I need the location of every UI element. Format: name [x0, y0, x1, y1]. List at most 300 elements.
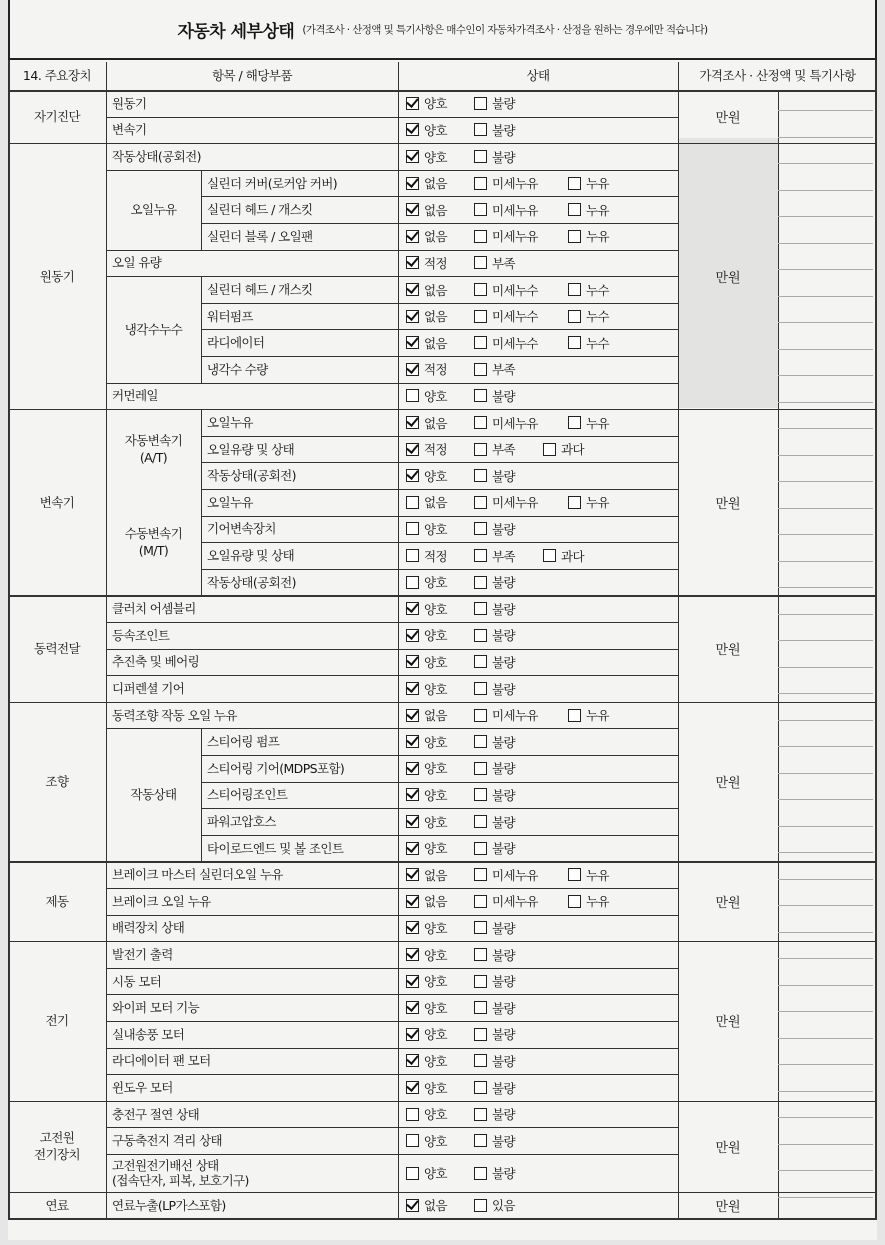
- status-option-label: 없음: [424, 867, 447, 883]
- status-option-label: 미세누유: [492, 495, 538, 511]
- status-option[interactable]: [474, 386, 515, 406]
- empty-checkbox[interactable]: [568, 709, 581, 722]
- empty-checkbox[interactable]: [474, 363, 487, 376]
- empty-checkbox[interactable]: [474, 416, 487, 429]
- empty-checkbox[interactable]: [406, 496, 419, 509]
- status-option-label: 양호: [424, 601, 447, 617]
- status-option[interactable]: [568, 891, 609, 911]
- checked-checkbox[interactable]: [406, 655, 419, 668]
- status-option[interactable]: [474, 572, 515, 592]
- row-label: 실린더 헤드 / 개스킷: [207, 202, 313, 218]
- empty-checkbox[interactable]: [568, 203, 581, 216]
- status-option-label: 불량: [492, 96, 515, 112]
- checked-checkbox[interactable]: [406, 469, 419, 482]
- notes-ruled-line: [778, 746, 873, 747]
- status-option[interactable]: [406, 705, 447, 725]
- empty-checkbox[interactable]: [474, 788, 487, 801]
- row-label: 오일 유량: [112, 255, 162, 271]
- price-unit: 만원: [715, 643, 741, 659]
- status-option-label: 불량: [492, 1166, 515, 1181]
- row-label: 실린더 블록 / 오일팬: [207, 228, 313, 244]
- empty-checkbox[interactable]: [543, 443, 556, 456]
- status-option[interactable]: [474, 1163, 515, 1183]
- empty-checkbox[interactable]: [474, 1081, 487, 1094]
- status-option[interactable]: [474, 1024, 515, 1044]
- status-option[interactable]: [543, 439, 584, 459]
- empty-checkbox[interactable]: [474, 230, 487, 243]
- checked-checkbox[interactable]: [406, 150, 419, 163]
- status-option[interactable]: [406, 785, 447, 805]
- checked-checkbox[interactable]: [406, 788, 419, 801]
- status-option[interactable]: [406, 359, 447, 379]
- status-option[interactable]: [474, 306, 538, 326]
- status-option[interactable]: [474, 1051, 515, 1071]
- status-option[interactable]: [474, 413, 538, 433]
- status-option[interactable]: [406, 280, 447, 300]
- status-option[interactable]: [474, 945, 515, 965]
- status-option-label: 부족: [492, 442, 515, 458]
- status-option[interactable]: [406, 865, 447, 885]
- status-option[interactable]: [406, 998, 447, 1018]
- status-option[interactable]: [406, 812, 447, 832]
- status-option[interactable]: [406, 253, 447, 273]
- empty-checkbox[interactable]: [474, 762, 487, 775]
- status-option[interactable]: [406, 1131, 447, 1151]
- checked-checkbox[interactable]: [406, 283, 419, 296]
- status-option-label: 양호: [424, 787, 447, 803]
- status-option[interactable]: [474, 1078, 515, 1098]
- empty-checkbox[interactable]: [474, 522, 487, 535]
- checked-checkbox[interactable]: [406, 97, 419, 110]
- checked-checkbox[interactable]: [406, 868, 419, 881]
- status-option[interactable]: [474, 971, 515, 991]
- row-label: 파워고압호스: [207, 813, 276, 829]
- checked-checkbox[interactable]: [406, 363, 419, 376]
- status-option[interactable]: [406, 891, 447, 911]
- status-option[interactable]: [474, 200, 538, 220]
- row-label: 원동기: [112, 95, 147, 111]
- checked-checkbox[interactable]: [406, 336, 419, 349]
- notes-ruled-line: [778, 693, 873, 694]
- status-option-label: 미세누유: [492, 894, 538, 910]
- notes-ruled-line: [778, 1064, 873, 1065]
- checked-checkbox[interactable]: [406, 762, 419, 775]
- status-option-label: 없음: [424, 282, 447, 298]
- status-option[interactable]: [474, 732, 515, 752]
- status-option[interactable]: [474, 120, 515, 140]
- row-label: 등속조인트: [112, 627, 170, 643]
- status-option[interactable]: [406, 1163, 447, 1183]
- status-option[interactable]: [568, 413, 609, 433]
- status-option[interactable]: [474, 359, 515, 379]
- empty-checkbox[interactable]: [474, 921, 487, 934]
- status-option[interactable]: [474, 838, 515, 858]
- status-option[interactable]: [568, 173, 609, 193]
- row-label: 동력조향 작동 오일 누유: [112, 707, 237, 723]
- status-option-label: 불량: [492, 654, 515, 670]
- status-option-label: 양호: [424, 947, 447, 963]
- status-option[interactable]: [474, 758, 515, 778]
- status-option[interactable]: [406, 1195, 447, 1215]
- empty-checkbox[interactable]: [474, 283, 487, 296]
- price-unit: 만원: [715, 111, 741, 127]
- status-option[interactable]: [474, 333, 538, 353]
- notes-ruled-line: [778, 667, 873, 668]
- status-option-label: 양호: [424, 122, 447, 138]
- status-option[interactable]: [543, 546, 584, 566]
- status-option-label: 누유: [586, 894, 609, 910]
- status-option-label: 부족: [492, 548, 515, 564]
- status-option-label: 미세누유: [492, 867, 538, 883]
- checked-checkbox[interactable]: [406, 948, 419, 961]
- empty-checkbox[interactable]: [406, 1134, 419, 1147]
- row-label: 발전기 출력: [112, 946, 173, 962]
- empty-checkbox[interactable]: [474, 496, 487, 509]
- checked-checkbox[interactable]: [406, 177, 419, 190]
- notes-ruled-line: [778, 402, 873, 403]
- status-option[interactable]: [474, 1131, 515, 1151]
- status-option[interactable]: [474, 705, 538, 725]
- status-option[interactable]: [474, 652, 515, 672]
- empty-checkbox[interactable]: [474, 123, 487, 136]
- notes-ruled-line: [778, 322, 873, 323]
- status-option[interactable]: [406, 599, 447, 619]
- row-label: 추진축 및 베어링: [112, 654, 200, 670]
- category-label: 연료: [45, 1197, 69, 1213]
- notes-ruled-line: [778, 243, 873, 244]
- checked-checkbox[interactable]: [406, 895, 419, 908]
- status-option-label: 불량: [492, 575, 515, 591]
- status-option-label: 누수: [586, 309, 609, 325]
- row-label: 스티어링 펌프: [207, 734, 280, 750]
- row-label: 오일누유: [207, 494, 253, 510]
- row-label: 구동축전지 격리 상태: [112, 1133, 223, 1149]
- notes-ruled-line: [778, 587, 873, 588]
- status-option[interactable]: [406, 466, 447, 486]
- status-option[interactable]: [406, 519, 447, 539]
- checked-checkbox[interactable]: [406, 921, 419, 934]
- status-option-label: 누유: [586, 229, 609, 245]
- status-option[interactable]: [474, 173, 538, 193]
- status-option-label: 미세누유: [492, 708, 538, 724]
- status-option[interactable]: [474, 918, 515, 938]
- status-option[interactable]: [406, 758, 447, 778]
- status-option[interactable]: [568, 492, 609, 512]
- status-option[interactable]: [474, 1195, 515, 1215]
- row-label: 작동상태(공회전): [112, 148, 201, 164]
- checked-checkbox[interactable]: [406, 602, 419, 615]
- notes-ruled-line: [778, 110, 873, 111]
- status-option[interactable]: [406, 1078, 447, 1098]
- status-option[interactable]: [568, 306, 609, 326]
- checked-checkbox[interactable]: [406, 203, 419, 216]
- notes-ruled-line: [778, 1170, 873, 1171]
- empty-checkbox[interactable]: [474, 150, 487, 163]
- status-option-label: 양호: [424, 388, 447, 404]
- status-option[interactable]: [474, 1104, 515, 1124]
- status-option[interactable]: [406, 147, 447, 167]
- empty-checkbox[interactable]: [474, 1028, 487, 1041]
- checked-checkbox[interactable]: [406, 709, 419, 722]
- status-option[interactable]: [474, 93, 515, 113]
- notes-ruled-line: [778, 905, 873, 906]
- empty-checkbox[interactable]: [474, 549, 487, 562]
- category-label: 동력전달: [34, 641, 80, 657]
- status-option[interactable]: [406, 652, 447, 672]
- empty-checkbox[interactable]: [474, 735, 487, 748]
- checked-checkbox[interactable]: [406, 1081, 419, 1094]
- row-label: 변속기: [112, 122, 147, 138]
- checked-checkbox[interactable]: [406, 1001, 419, 1014]
- empty-checkbox[interactable]: [474, 1054, 487, 1067]
- header-section: 14. 주요장치: [22, 68, 92, 83]
- empty-checkbox[interactable]: [474, 1108, 487, 1121]
- empty-checkbox[interactable]: [406, 1167, 419, 1180]
- status-option[interactable]: [406, 306, 447, 326]
- status-option[interactable]: [406, 93, 447, 113]
- checked-checkbox[interactable]: [406, 842, 419, 855]
- checked-checkbox[interactable]: [406, 123, 419, 136]
- empty-checkbox[interactable]: [568, 416, 581, 429]
- status-option-label: 없음: [424, 1198, 447, 1213]
- notes-ruled-line: [778, 137, 873, 138]
- notes-ruled-line: [778, 958, 873, 959]
- status-option[interactable]: [406, 333, 447, 353]
- status-option[interactable]: [474, 147, 515, 167]
- notes-ruled-line: [778, 1144, 873, 1145]
- notes-ruled-line: [778, 296, 873, 297]
- status-option[interactable]: [474, 492, 538, 512]
- status-option-label: 적정: [424, 442, 447, 458]
- status-option-label: 부족: [492, 255, 515, 271]
- row-label: 작동상태(공회전): [207, 468, 296, 484]
- checked-checkbox[interactable]: [406, 735, 419, 748]
- status-option[interactable]: [474, 625, 515, 645]
- empty-checkbox[interactable]: [474, 629, 487, 642]
- status-option-label: 없음: [424, 894, 447, 910]
- checked-checkbox[interactable]: [406, 815, 419, 828]
- row-label: 충전구 절연 상태: [112, 1106, 200, 1122]
- status-option[interactable]: [568, 865, 609, 885]
- status-option-label: 양호: [424, 1133, 447, 1149]
- empty-checkbox[interactable]: [568, 895, 581, 908]
- empty-checkbox[interactable]: [568, 496, 581, 509]
- notes-ruled-line: [778, 561, 873, 562]
- notes-ruled-line: [778, 614, 873, 615]
- notes-ruled-line: [778, 190, 873, 191]
- empty-checkbox[interactable]: [474, 1001, 487, 1014]
- status-option-label: 불량: [492, 787, 515, 803]
- empty-checkbox[interactable]: [474, 709, 487, 722]
- status-option[interactable]: [406, 971, 447, 991]
- row-label: 라디에이터 팬 모터: [112, 1053, 211, 1069]
- status-option-label: 불량: [492, 920, 515, 936]
- status-option-label: 양호: [424, 96, 447, 112]
- empty-checkbox[interactable]: [406, 549, 419, 562]
- status-option[interactable]: [474, 812, 515, 832]
- status-option[interactable]: [474, 253, 515, 273]
- notes-ruled-line: [778, 481, 873, 482]
- empty-checkbox[interactable]: [406, 1108, 419, 1121]
- empty-checkbox[interactable]: [474, 815, 487, 828]
- empty-checkbox[interactable]: [406, 389, 419, 402]
- checked-checkbox[interactable]: [406, 629, 419, 642]
- status-option-label: 불량: [492, 1133, 515, 1149]
- checked-checkbox[interactable]: [406, 1199, 419, 1212]
- notes-ruled-line: [778, 799, 873, 800]
- notes-ruled-line: [778, 1038, 873, 1039]
- status-option-label: 적정: [424, 255, 447, 271]
- empty-checkbox[interactable]: [474, 177, 487, 190]
- status-option-label: 불량: [492, 628, 515, 644]
- status-option[interactable]: [406, 386, 447, 406]
- checked-checkbox[interactable]: [406, 1028, 419, 1041]
- status-option[interactable]: [474, 519, 515, 539]
- status-option[interactable]: [406, 732, 447, 752]
- checked-checkbox[interactable]: [406, 256, 419, 269]
- title-bar: [8, 0, 877, 60]
- status-option-label: 불량: [492, 974, 515, 990]
- row-label: 실린더 헤드 / 개스킷: [207, 281, 313, 297]
- row-label: 스티어링 기어(MDPS포함): [207, 760, 345, 776]
- status-option-label: 누유: [586, 176, 609, 192]
- empty-checkbox[interactable]: [474, 310, 487, 323]
- row-label: 기어변속장치: [207, 521, 276, 537]
- row-label: 워터펌프: [207, 308, 253, 324]
- empty-checkbox[interactable]: [474, 1199, 487, 1212]
- empty-checkbox[interactable]: [474, 895, 487, 908]
- empty-checkbox[interactable]: [474, 948, 487, 961]
- status-option[interactable]: [568, 226, 609, 246]
- status-option[interactable]: [568, 333, 609, 353]
- status-option[interactable]: [474, 599, 515, 619]
- status-option[interactable]: [568, 200, 609, 220]
- status-option[interactable]: [406, 546, 447, 566]
- status-option[interactable]: [406, 439, 447, 459]
- status-option-label: 양호: [424, 575, 447, 591]
- status-option[interactable]: [406, 679, 447, 699]
- status-option[interactable]: [406, 918, 447, 938]
- status-option[interactable]: [568, 280, 609, 300]
- status-option-label: 적정: [424, 548, 447, 564]
- empty-checkbox[interactable]: [474, 97, 487, 110]
- status-option[interactable]: [406, 492, 447, 512]
- checked-checkbox[interactable]: [406, 230, 419, 243]
- price-unit: 만원: [715, 1140, 741, 1156]
- status-option-label: 불량: [492, 1107, 515, 1123]
- status-option[interactable]: [406, 1024, 447, 1044]
- empty-checkbox[interactable]: [474, 336, 487, 349]
- checked-checkbox[interactable]: [406, 975, 419, 988]
- empty-checkbox[interactable]: [568, 868, 581, 881]
- empty-checkbox[interactable]: [474, 203, 487, 216]
- status-option-label: 없음: [424, 708, 447, 724]
- status-option-label: 없음: [424, 495, 447, 511]
- status-option[interactable]: [406, 1051, 447, 1071]
- empty-checkbox[interactable]: [474, 1167, 487, 1180]
- subgroup-label: 오일누유: [130, 202, 177, 218]
- status-option[interactable]: [568, 705, 609, 725]
- empty-checkbox[interactable]: [406, 576, 419, 589]
- empty-checkbox[interactable]: [474, 868, 487, 881]
- empty-checkbox[interactable]: [474, 975, 487, 988]
- status-option[interactable]: [406, 200, 447, 220]
- row-label: 배력장치 상태: [112, 920, 185, 936]
- status-option-label: 불량: [492, 814, 515, 830]
- checked-checkbox[interactable]: [406, 1054, 419, 1067]
- empty-checkbox[interactable]: [474, 602, 487, 615]
- status-option[interactable]: [406, 120, 447, 140]
- empty-checkbox[interactable]: [568, 336, 581, 349]
- status-option[interactable]: [474, 439, 515, 459]
- checked-checkbox[interactable]: [406, 682, 419, 695]
- empty-checkbox[interactable]: [406, 522, 419, 535]
- category-label: 제동: [45, 893, 69, 909]
- empty-checkbox[interactable]: [474, 443, 487, 456]
- status-option[interactable]: [406, 945, 447, 965]
- empty-checkbox[interactable]: [474, 469, 487, 482]
- status-option[interactable]: [474, 998, 515, 1018]
- status-option[interactable]: [474, 226, 538, 246]
- row-label: 스티어링조인트: [207, 787, 288, 803]
- status-option-label: 과다: [561, 442, 584, 458]
- empty-checkbox[interactable]: [474, 389, 487, 402]
- empty-checkbox[interactable]: [474, 682, 487, 695]
- empty-checkbox[interactable]: [568, 310, 581, 323]
- empty-checkbox[interactable]: [474, 655, 487, 668]
- status-option[interactable]: [406, 1104, 447, 1124]
- empty-checkbox[interactable]: [568, 283, 581, 296]
- empty-checkbox[interactable]: [568, 230, 581, 243]
- status-option[interactable]: [474, 466, 515, 486]
- status-option[interactable]: [406, 625, 447, 645]
- empty-checkbox[interactable]: [474, 842, 487, 855]
- status-option[interactable]: [406, 173, 447, 193]
- row-label: 디퍼렌셜 기어: [112, 680, 185, 696]
- status-option[interactable]: [406, 226, 447, 246]
- status-option-label: 적정: [424, 362, 447, 378]
- empty-checkbox[interactable]: [568, 177, 581, 190]
- empty-checkbox[interactable]: [474, 256, 487, 269]
- status-option[interactable]: [474, 785, 515, 805]
- status-option-label: 양호: [424, 1027, 447, 1043]
- notes-ruled-line: [778, 534, 873, 535]
- status-option-label: 양호: [424, 920, 447, 936]
- status-option[interactable]: [474, 679, 515, 699]
- empty-checkbox[interactable]: [474, 576, 487, 589]
- status-option[interactable]: [474, 891, 538, 911]
- notes-ruled-line: [778, 428, 873, 429]
- status-option[interactable]: [406, 572, 447, 592]
- status-option[interactable]: [474, 546, 515, 566]
- empty-checkbox[interactable]: [474, 1134, 487, 1147]
- status-option[interactable]: [474, 865, 538, 885]
- checked-checkbox[interactable]: [406, 443, 419, 456]
- notes-ruled-line: [778, 932, 873, 933]
- price-unit: 만원: [715, 1199, 741, 1215]
- checked-checkbox[interactable]: [406, 310, 419, 323]
- status-option-label: 양호: [424, 1000, 447, 1016]
- status-option-label: 불량: [492, 521, 515, 537]
- status-option[interactable]: [406, 413, 447, 433]
- checked-checkbox[interactable]: [406, 416, 419, 429]
- status-option[interactable]: [474, 280, 538, 300]
- status-option[interactable]: [406, 838, 447, 858]
- notes-ruled-line: [778, 852, 873, 853]
- empty-checkbox[interactable]: [543, 549, 556, 562]
- price-unit: 만원: [715, 496, 741, 512]
- grid-line-notes: [778, 90, 779, 1218]
